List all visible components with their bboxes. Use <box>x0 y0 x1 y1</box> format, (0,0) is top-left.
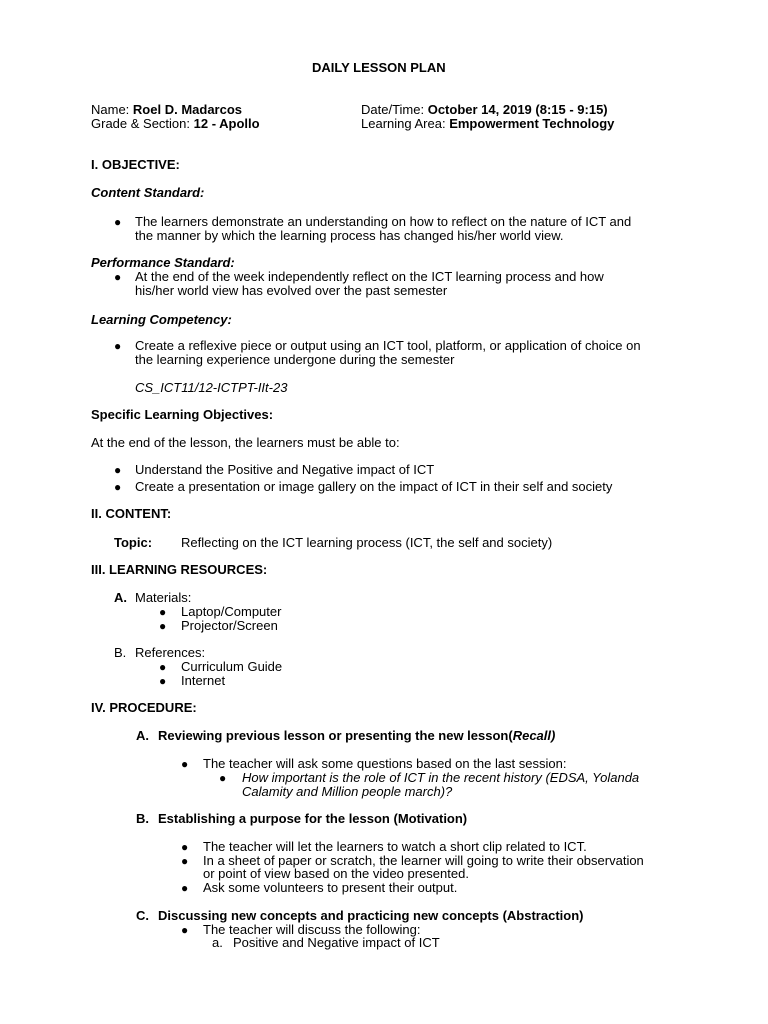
name-row <box>91 103 242 117</box>
area-value: Empowerment Technology <box>449 116 615 131</box>
procedure-a-title <box>158 729 555 743</box>
topic-label: Topic: <box>114 535 153 550</box>
specific-objective-item: Create a presentation or image gallery on the impact of ICT in their self and society <box>135 479 613 494</box>
procedure-b-item: The teacher will let the learners to watch a short clip related to ICT. <box>203 839 587 854</box>
bullet-icon: ● <box>159 660 167 674</box>
procedure-a-subitem-line: How important is the role of ICT in the recent history (EDSA, Yolanda <box>242 770 640 785</box>
resources-heading: III. LEARNING RESOURCES: <box>91 562 268 577</box>
bullet-icon: ● <box>159 605 167 619</box>
materials-label: Materials: <box>135 590 192 605</box>
procedure-a-title-text: Reviewing previous lesson or presenting the new lesson( <box>158 728 513 743</box>
procedure-c-sub-item: Positive and Negative impact of ICT <box>233 935 440 950</box>
grade-label: Grade & Section: <box>91 116 190 131</box>
bullet-icon: ● <box>114 463 122 477</box>
procedure-a-subitem-line: Calamity and Million people march)? <box>242 784 453 799</box>
reference-item: Internet <box>181 673 226 688</box>
bullet-icon: ● <box>181 881 189 895</box>
references-marker: B. <box>114 645 127 660</box>
name-label: Name: <box>91 102 130 117</box>
content-standard-line: The learners demonstrate an understanding on how to reflect on the nature of ICT and <box>135 214 632 229</box>
procedure-a-marker: A. <box>136 728 149 743</box>
grade-row <box>91 117 260 131</box>
material-item: Projector/Screen <box>181 618 278 633</box>
date-row <box>361 103 608 117</box>
grade-value: 12 - Apollo <box>193 116 260 131</box>
area-label: Learning Area: <box>361 116 446 131</box>
references-label: References: <box>135 645 206 660</box>
reference-item: Curriculum Guide <box>181 659 283 674</box>
specific-objective-item: Understand the Positive and Negative impact of ICT <box>135 462 435 477</box>
document-title: DAILY LESSON PLAN <box>312 60 446 75</box>
area-row <box>361 117 614 131</box>
procedure-b-title: Establishing a purpose for the lesson (Motivation) <box>158 811 468 826</box>
content-standard-label: Content Standard: <box>91 185 205 200</box>
bullet-icon: ● <box>181 854 189 868</box>
content-standard-line: the manner by which the learning process has changed his/her world view. <box>135 228 564 243</box>
bullet-icon: ● <box>114 480 122 494</box>
specific-objectives-intro: At the end of the lesson, the learners must be able to: <box>91 435 400 450</box>
topic-value: Reflecting on the ICT learning process (ICT, the self and society) <box>181 535 553 550</box>
performance-standard-line: his/her world view has evolved over the past semester <box>135 283 448 298</box>
learning-competency-line: the learning experience undergone during the semester <box>135 352 455 367</box>
procedure-b-item: In a sheet of paper or scratch, the learner will going to write their observation <box>203 853 644 868</box>
materials-marker: A. <box>114 590 127 605</box>
learning-competency-label: Learning Competency: <box>91 312 232 327</box>
content-heading: II. CONTENT: <box>91 506 172 521</box>
date-value: October 14, 2019 (8:15 - 9:15) <box>427 102 608 117</box>
bullet-icon: ● <box>181 840 189 854</box>
material-item: Laptop/Computer <box>181 604 282 619</box>
competency-code: CS_ICT11/12-ICTPT-IIt-23 <box>135 380 288 395</box>
performance-standard-label: Performance Standard: <box>91 255 235 270</box>
procedure-b-item: or point of view based on the video presented. <box>203 866 469 881</box>
bullet-icon: ● <box>159 674 167 688</box>
bullet-icon: ● <box>114 215 122 229</box>
objective-heading: I. OBJECTIVE: <box>91 157 180 172</box>
bullet-icon: ● <box>181 757 189 771</box>
learning-competency-line: Create a reflexive piece or output using an ICT tool, platform, or application of choice on <box>135 338 641 353</box>
bullet-icon: ● <box>181 923 189 937</box>
specific-objectives-label: Specific Learning Objectives: <box>91 407 274 422</box>
name-value: Roel D. Madarcos <box>132 102 243 117</box>
procedure-a-item: The teacher will ask some questions based on the last session: <box>203 756 567 771</box>
procedure-c-title: Discussing new concepts and practicing new concepts (Abstraction) <box>158 908 584 923</box>
procedure-b-item: Ask some volunteers to present their output. <box>203 880 458 895</box>
bullet-icon: ● <box>219 771 227 785</box>
bullet-icon: ● <box>114 270 122 284</box>
bullet-icon: ● <box>114 339 122 353</box>
date-label: Date/Time: <box>361 102 425 117</box>
procedure-b-marker: B. <box>136 811 149 826</box>
procedure-c-item: The teacher will discuss the following: <box>203 922 421 937</box>
procedure-c-sub-marker: a. <box>212 935 223 950</box>
performance-standard-line: At the end of the week independently reflect on the ICT learning process and how <box>135 269 604 284</box>
procedure-a-title-em: Recall) <box>512 728 556 743</box>
bullet-icon: ● <box>159 619 167 633</box>
procedure-c-marker: C. <box>136 908 149 923</box>
procedure-heading: IV. PROCEDURE: <box>91 700 197 715</box>
